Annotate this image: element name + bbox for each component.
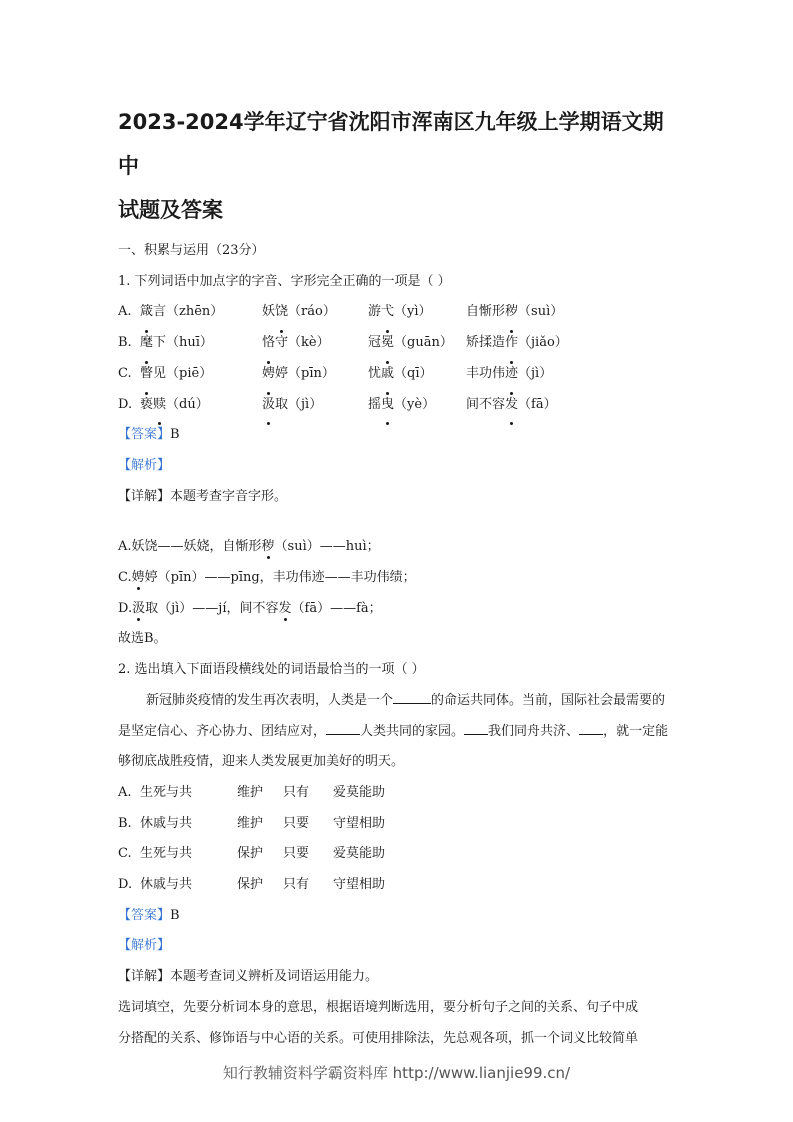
- answer-tag: 【答案】: [118, 427, 171, 443]
- question-1-stem: 1. 下列词语中加点字的字音、字形完全正确的一项是（ ）: [118, 273, 451, 289]
- question-2-body-line-1: 选词填空，先要分析词本身的意思，根据语境判断选用，要分析句子之间的关系、句子中成: [118, 999, 639, 1015]
- option-word: 游弋（yì）: [368, 297, 466, 328]
- option-label: C.: [118, 365, 132, 381]
- option-word: 摇曳（yè）: [368, 390, 466, 421]
- title-line-2: 试题及答案: [118, 198, 223, 222]
- option-word: 娉婷（pīn）: [262, 359, 368, 390]
- question-2-passage: 新冠肺炎疫情的发生再次表明，人类是一个 的命运共同体。当前，国际社会最需要的是坚定信心、齐心协力、团结应对， 人类共同的家园。 我们同舟共济、 ，就一定能够彻底战胜疫情，迎来人类发展更加美好的明天。: [118, 692, 669, 770]
- title-line-1: 2023-2024学年辽宁省沈阳市浑南区九年级上学期语文期中: [118, 110, 664, 178]
- option-word: 瞥见（piē）: [140, 359, 262, 390]
- question-2-option-a: A. 生死与共 维护 只有 爱莫能助: [118, 784, 386, 800]
- option-word: 妖饶（ráo）: [262, 297, 368, 328]
- analysis-tag: 【解析】: [118, 457, 171, 473]
- explanation-c: C.娉婷（pīn）——pīng，丰功伟迹——丰功伟绩；: [118, 570, 416, 586]
- question-2-detail: [118, 962, 678, 993]
- option-word: 汲取（jì）: [262, 390, 368, 421]
- question-1-detail: [118, 482, 678, 513]
- question-2-analysis: [118, 931, 678, 962]
- question-1-option-d: [118, 390, 678, 421]
- question-1-answer: [118, 420, 678, 451]
- option-word: 矫揉造作（jiǎo）: [466, 328, 568, 359]
- option-word: 麾下（huī）: [140, 328, 262, 359]
- detail-text: 本题考查词义辨析及词语运用能力。: [170, 969, 379, 985]
- detail-tag: 【详解】: [118, 488, 171, 504]
- answer-tag: 【答案】: [118, 907, 171, 923]
- section-heading: 一、积累与运用（23分）: [118, 243, 265, 258]
- detail-text: 本题考查字音字形。: [170, 488, 288, 504]
- question-1-analysis: [118, 451, 678, 482]
- question-1-option-a: [118, 297, 678, 328]
- question-2-option-b: B. 休戚与共 维护 只要 守望相助: [118, 815, 386, 831]
- option-word: 丰功伟迹（jì）: [466, 359, 552, 390]
- option-label: A.: [118, 304, 132, 320]
- answer-value: B: [170, 907, 180, 923]
- option-word: 箴言（zhēn）: [140, 297, 262, 328]
- document-body: [118, 100, 678, 1054]
- footer-watermark: 知行教辅资料学霸资料库 http://www.lianjie99.cn/: [222, 1064, 571, 1082]
- question-1-conclusion: 故选B。: [118, 631, 167, 647]
- answer-value: B: [170, 427, 180, 443]
- option-label: D.: [118, 396, 133, 412]
- option-word: 恪守（kè）: [262, 328, 368, 359]
- question-2-body-line-2: 分搭配的关系、修饰语与中心语的关系。可使用排除法，先总观各项，抓一个词义比较简单: [118, 1030, 639, 1046]
- document-title: [118, 100, 678, 232]
- question-2-option-c: C. 生死与共 保护 只要 爱莫能助: [118, 846, 386, 862]
- option-word: 自惭形秽（suì）: [466, 297, 563, 328]
- option-label: B.: [118, 335, 132, 351]
- explanation-a: A.妖饶——妖娆，自惭形秽（suì）——huì；: [118, 539, 380, 555]
- question-2-answer: [118, 901, 678, 932]
- question-2-stem: 2. 选出填入下面语段横线处的词语最恰当的一项（ ）: [118, 662, 425, 678]
- analysis-tag: 【解析】: [118, 938, 171, 954]
- option-word: 亵赎（dú）: [140, 390, 262, 421]
- option-word: 间不容发（fā）: [466, 390, 557, 421]
- detail-tag: 【详解】: [118, 969, 171, 985]
- option-word: 冠冕（guān）: [368, 328, 466, 359]
- question-2-option-d: D. 休戚与共 保护 只有 守望相助: [118, 877, 386, 893]
- explanation-d: D.汲取（jì）——jí，间不容发（fā）——fà；: [118, 600, 382, 616]
- question-1-option-b: [118, 328, 678, 359]
- question-1-option-c: [118, 359, 678, 390]
- option-word: 忧戚（qī）: [368, 359, 466, 390]
